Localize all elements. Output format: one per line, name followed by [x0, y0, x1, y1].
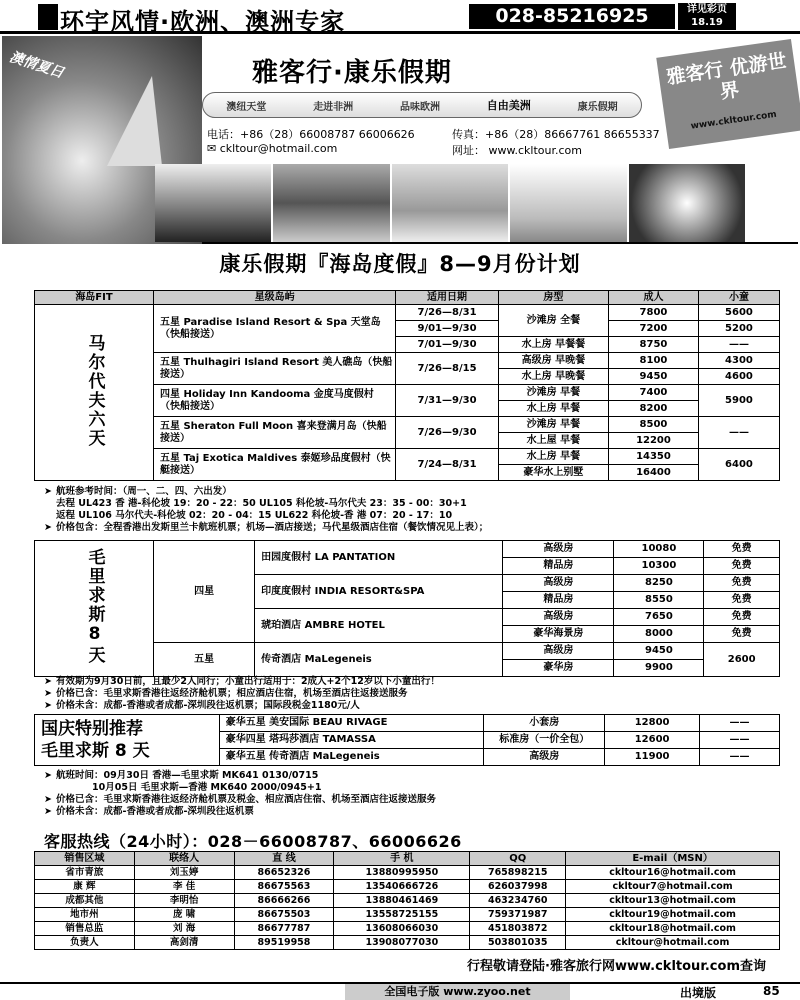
note-line: [44, 770, 436, 782]
price-cell: 4300: [698, 353, 779, 369]
email-cell: ckltour16@hotmail.com: [566, 866, 780, 880]
section-label: 出境版: [680, 986, 717, 1000]
island-cell: 五星 Taj Exotica Maldives 泰姬珍品度假村（快艇接送）: [154, 449, 396, 481]
note-line: [44, 486, 488, 498]
mobile-cell: 13540666726: [334, 880, 470, 894]
line-cell: 86675563: [234, 880, 334, 894]
edition-label: 全国电子版 www.zyoo.net: [345, 984, 570, 1000]
page-title: 康乐假期『海岛度假』8—9月份计划: [219, 252, 581, 276]
maldives-notes: [44, 486, 488, 534]
note-line: [44, 700, 440, 712]
price-cell: 9450: [614, 643, 704, 660]
price-cell: 14350: [609, 449, 699, 465]
note-line: [44, 498, 488, 510]
price-cell: 7400: [609, 385, 699, 401]
date-cell: 9/01—9/30: [396, 321, 499, 337]
col-header: 直 线: [234, 852, 334, 866]
price-cell: ——: [698, 417, 779, 449]
line-cell: 86652326: [234, 866, 334, 880]
website-line: 行程敬请登陆·雅客旅行网www.ckltour.com查询: [467, 959, 766, 974]
arrow-icon: ➤: [44, 676, 52, 687]
price-cell: 8500: [609, 417, 699, 433]
price-cell: 8750: [609, 337, 699, 353]
mauritius-table: [34, 540, 780, 677]
arrow-icon: ➤: [44, 688, 52, 699]
email-cell: ckltour19@hotmail.com: [566, 908, 780, 922]
photo-strip: [155, 164, 745, 242]
note-line: [44, 794, 436, 806]
note-text: 10月05日 毛里求斯—香港 MK640 2000/0945+1: [92, 782, 322, 793]
price-cell: 8100: [609, 353, 699, 369]
arrow-icon: ➤: [44, 700, 52, 711]
table-row: [35, 936, 780, 950]
qq-cell: 451803872: [470, 922, 566, 936]
room-cell: 豪华房: [503, 660, 614, 677]
price-cell: ——: [698, 337, 779, 353]
price-cell: 5600: [698, 305, 779, 321]
col-header: 海岛FIT: [35, 291, 154, 305]
arrow-icon: ➤: [44, 806, 52, 817]
price-cell: 9450: [609, 369, 699, 385]
photo-palms: [392, 164, 508, 242]
room-cell: 高级房: [503, 541, 614, 558]
email-cell: ckltour13@hotmail.com: [566, 894, 780, 908]
col-header: 房型: [498, 291, 608, 305]
product-line: 自由美洲: [486, 99, 531, 112]
footer-bar: [0, 982, 800, 1000]
photo-pier: [155, 164, 271, 242]
line-cell: 86675503: [234, 908, 334, 922]
table-row: [35, 866, 780, 880]
room-cell: 高级房: [503, 643, 614, 660]
child-cell: 免费: [704, 626, 780, 643]
child-cell: 免费: [704, 592, 780, 609]
note-text: 有效期为9月30日前，且最少2人同行；小童出行适用于：2成人+2个12岁以下小童出行！: [56, 676, 440, 687]
child-cell: 2600: [704, 643, 780, 677]
note-line: [44, 676, 440, 688]
date-cell: 7/26—8/15: [396, 353, 499, 385]
room-cell: 高级房 早晚餐: [498, 353, 608, 369]
region-cell: 地市州: [35, 908, 135, 922]
price-cell: 6400: [698, 449, 779, 481]
mobile-cell: 13880461469: [334, 894, 470, 908]
room-cell: 精品房: [503, 558, 614, 575]
price-cell: 8550: [614, 592, 704, 609]
windsurf-sail: [107, 76, 162, 166]
table-row: [35, 880, 780, 894]
hotline: 客服热线（24小时）：028－66008787、66006626: [44, 832, 462, 851]
banner-note: 详见彩页 18.19: [678, 3, 736, 30]
fax-info: 传真：+86（28）86667761 86655337: [452, 128, 660, 141]
region-cell: 销售总监: [35, 922, 135, 936]
room-cell: 沙滩房 早餐: [498, 385, 608, 401]
room-cell: 豪华水上别墅: [498, 465, 608, 481]
qq-cell: 759371987: [470, 908, 566, 922]
star-cell: 四星: [154, 541, 255, 643]
mobile-cell: 13608066030: [334, 922, 470, 936]
email-text: ckltour@hotmail.com: [219, 142, 338, 155]
qq-cell: 503801035: [470, 936, 566, 950]
date-cell: 7/26—9/30: [396, 417, 499, 449]
brand-title: 环宇风情·欧洲、澳洲专家: [60, 8, 346, 36]
price-cell: 10300: [614, 558, 704, 575]
island-cell: 五星 Paradise Island Resort & Spa 天堂岛（快船接送）: [154, 305, 396, 353]
product-line: 品味欧洲: [399, 101, 440, 113]
page-number: 85: [763, 984, 780, 998]
banner-phone: 028-85216925: [469, 4, 675, 29]
price-cell: 11900: [605, 749, 700, 766]
child-cell: ——: [700, 715, 780, 732]
product-line: 澳纽天堂: [226, 101, 267, 113]
price-cell: 12800: [605, 715, 700, 732]
contact-cell: 李 佳: [134, 880, 234, 894]
region-cell: [35, 305, 154, 481]
price-cell: 4600: [698, 369, 779, 385]
price-cell: 8000: [614, 626, 704, 643]
contact-cell: 李明怡: [134, 894, 234, 908]
email-cell: ckltour@hotmail.com: [566, 936, 780, 950]
product-line: 走进非洲: [313, 101, 354, 113]
price-cell: 7650: [614, 609, 704, 626]
qq-cell: 765898215: [470, 866, 566, 880]
note-text: 价格包含：全程香港出发斯里兰卡航班机票；机场—酒店接送；马代星级酒店住宿（餐饮情况见上表）；: [56, 522, 489, 533]
hotel-cell: 传奇酒店 MaLegeneis: [255, 643, 503, 677]
col-header: 成人: [609, 291, 699, 305]
slogan: 雅客行 优游世界: [665, 49, 788, 104]
price-cell: 12200: [609, 433, 699, 449]
col-header: QQ: [470, 852, 566, 866]
region-label: 马尔代夫六天: [84, 333, 105, 448]
date-cell: 7/31—9/30: [396, 385, 499, 417]
room-cell: 高级房: [503, 575, 614, 592]
note-line: [44, 510, 488, 522]
price-cell: 10080: [614, 541, 704, 558]
promo-subtitle: 毛里求斯 8 天: [41, 741, 150, 761]
product-line: 康乐假期: [577, 101, 618, 113]
arrow-icon: ➤: [44, 522, 52, 533]
col-header: E-mail（MSN）: [566, 852, 780, 866]
price-cell: 12600: [605, 732, 700, 749]
region-cell: 负责人: [35, 936, 135, 950]
room-cell: 高级房: [484, 749, 605, 766]
note-text: 航班参考时间：（周一、二、四、六出发）: [56, 486, 232, 497]
national-day-table: [34, 714, 780, 766]
col-header: 适用日期: [396, 291, 499, 305]
banner-marker: [38, 4, 58, 30]
hotel-cell: 印度度假村 INDIA RESORT&SPA: [255, 575, 503, 609]
contact-cell: 刘 海: [134, 922, 234, 936]
line-cell: 86666266: [234, 894, 334, 908]
price-cell: 7800: [609, 305, 699, 321]
contact-cell: 庞 啸: [134, 908, 234, 922]
col-header: 星级岛屿: [154, 291, 396, 305]
tel-info: 电话：+86（28）66008787 66006626: [207, 128, 415, 141]
island-cell: 五星 Sheraton Full Moon 喜来登满月岛（快船接送）: [154, 417, 396, 449]
promo-cell: [35, 715, 220, 766]
hotel-cell: 田园度假村 LA PANTATION: [255, 541, 503, 575]
col-header: 小童: [698, 291, 779, 305]
note-text: 价格未含：成都-香港或者成都-深圳段往返机票: [56, 806, 254, 817]
region-cell: [35, 541, 154, 677]
arrow-icon: ➤: [44, 794, 52, 805]
note-line: [44, 806, 436, 818]
product-lines: [202, 92, 642, 118]
date-cell: 7/26—8/31: [396, 305, 499, 321]
qq-cell: 463234760: [470, 894, 566, 908]
room-cell: 高级房: [503, 609, 614, 626]
date-cell: 7/01—9/30: [396, 337, 499, 353]
hotel-cell: 琥珀酒店 AMBRE HOTEL: [255, 609, 503, 643]
date-cell: 7/24—8/31: [396, 449, 499, 481]
hotel-cell: 豪华五星 美安国际 BEAU RIVAGE: [219, 715, 484, 732]
price-cell: 9900: [614, 660, 704, 677]
note-text: 返程 UL106 马尔代夫-科伦坡 02：20 - 04：15 UL622 科伦坡-香 港 07：20 - 17：10: [56, 510, 453, 521]
note-text: 价格已含：毛里求斯香港往返经济舱机票；相应酒店住宿，机场至酒店往返接送服务: [56, 688, 408, 699]
room-cell: 豪华海景房: [503, 626, 614, 643]
price-cell: 5900: [698, 385, 779, 417]
email-info: [207, 142, 337, 155]
price-cell: 8200: [609, 401, 699, 417]
room-cell: 标准房（一价全包）: [484, 732, 605, 749]
mauritius-notes: [44, 676, 440, 712]
photo-beach: [510, 164, 626, 242]
price-cell: 5200: [698, 321, 779, 337]
arrow-icon: ➤: [44, 486, 52, 497]
photo-surfboards: [273, 164, 389, 242]
child-cell: 免费: [704, 541, 780, 558]
line-cell: 89519958: [234, 936, 334, 950]
slogan-url: www.ckltour.com: [690, 109, 778, 132]
child-cell: 免费: [704, 558, 780, 575]
maldives-table: [34, 290, 780, 481]
price-cell: 16400: [609, 465, 699, 481]
child-cell: ——: [700, 732, 780, 749]
web-info: 网址： www.ckltour.com: [452, 144, 582, 157]
qq-cell: 626037998: [470, 880, 566, 894]
table-row: [35, 908, 780, 922]
child-cell: 免费: [704, 609, 780, 626]
child-cell: ——: [700, 749, 780, 766]
note-line: [44, 522, 488, 534]
region-cell: 成都其他: [35, 894, 135, 908]
col-header: 销售区域: [35, 852, 135, 866]
national-notes: [44, 770, 436, 818]
price-cell: 7200: [609, 321, 699, 337]
contact-cell: 刘玉婷: [134, 866, 234, 880]
contact-cell: 高剑清: [134, 936, 234, 950]
note-text: 去程 UL423 香 港-科伦坡 19：20 - 22：50 UL105 科伦坡-马尔代夫 23：35 - 00：30+1: [56, 498, 467, 509]
island-cell: 五星 Thulhagiri Island Resort 美人礁岛（快船接送）: [154, 353, 396, 385]
room-cell: 水上屋 早餐: [498, 433, 608, 449]
room-cell: 沙滩房 早餐: [498, 417, 608, 433]
mobile-cell: 13558725155: [334, 908, 470, 922]
ad-title: 雅客行·康乐假期: [252, 58, 452, 88]
hotel-cell: 豪华四星 塔玛莎酒店 TAMASSA: [219, 732, 484, 749]
table-row: [35, 894, 780, 908]
top-banner: [0, 0, 800, 34]
note-text: 价格未含：成都-香港或者成都-深圳段往返机票；国际段税金1180元/人: [56, 700, 360, 711]
corner-text: 澳情夏日: [7, 49, 66, 82]
contacts-table: [34, 851, 780, 950]
mail-icon: ✉: [207, 142, 220, 155]
email-cell: ckltour18@hotmail.com: [566, 922, 780, 936]
room-cell: 精品房: [503, 592, 614, 609]
child-cell: 免费: [704, 575, 780, 592]
note-line: [44, 782, 436, 794]
region-cell: 省市青旅: [35, 866, 135, 880]
col-header: 联络人: [134, 852, 234, 866]
slogan-badge: [656, 39, 800, 149]
room-cell: 水上房 早餐: [498, 401, 608, 417]
note-text: 价格已含：毛里求斯香港往返经济舱机票及税金、相应酒店住宿、机场至酒店往返接送服务: [56, 794, 437, 805]
room-cell: 水上房 早餐: [498, 449, 608, 465]
promo-title: 国庆特别推荐: [41, 719, 143, 739]
region-label: 毛里求斯8天: [84, 548, 105, 665]
line-cell: 86677787: [234, 922, 334, 936]
room-cell: 水上房 早餐餐: [498, 337, 608, 353]
table-row: [35, 922, 780, 936]
photo-atoll: [629, 164, 745, 242]
star-cell: 五星: [154, 643, 255, 677]
ad-header: [2, 36, 798, 244]
room-cell: 水上房 早晚餐: [498, 369, 608, 385]
hotel-cell: 豪华五星 传奇酒店 MaLegeneis: [219, 749, 484, 766]
mobile-cell: 13908077030: [334, 936, 470, 950]
arrow-icon: ➤: [44, 770, 52, 781]
room-cell: 小套房: [484, 715, 605, 732]
col-header: 手 机: [334, 852, 470, 866]
note-text: 航班时间：09月30日 香港—毛里求斯 MK641 0130/0715: [56, 770, 319, 781]
mobile-cell: 13880995950: [334, 866, 470, 880]
region-cell: 康 辉: [35, 880, 135, 894]
island-cell: 四星 Holiday Inn Kandooma 金度马度假村（快船接送）: [154, 385, 396, 417]
email-cell: ckltour7@hotmail.com: [566, 880, 780, 894]
price-cell: 8250: [614, 575, 704, 592]
note-line: [44, 688, 440, 700]
room-cell: 沙滩房 全餐: [498, 305, 608, 337]
